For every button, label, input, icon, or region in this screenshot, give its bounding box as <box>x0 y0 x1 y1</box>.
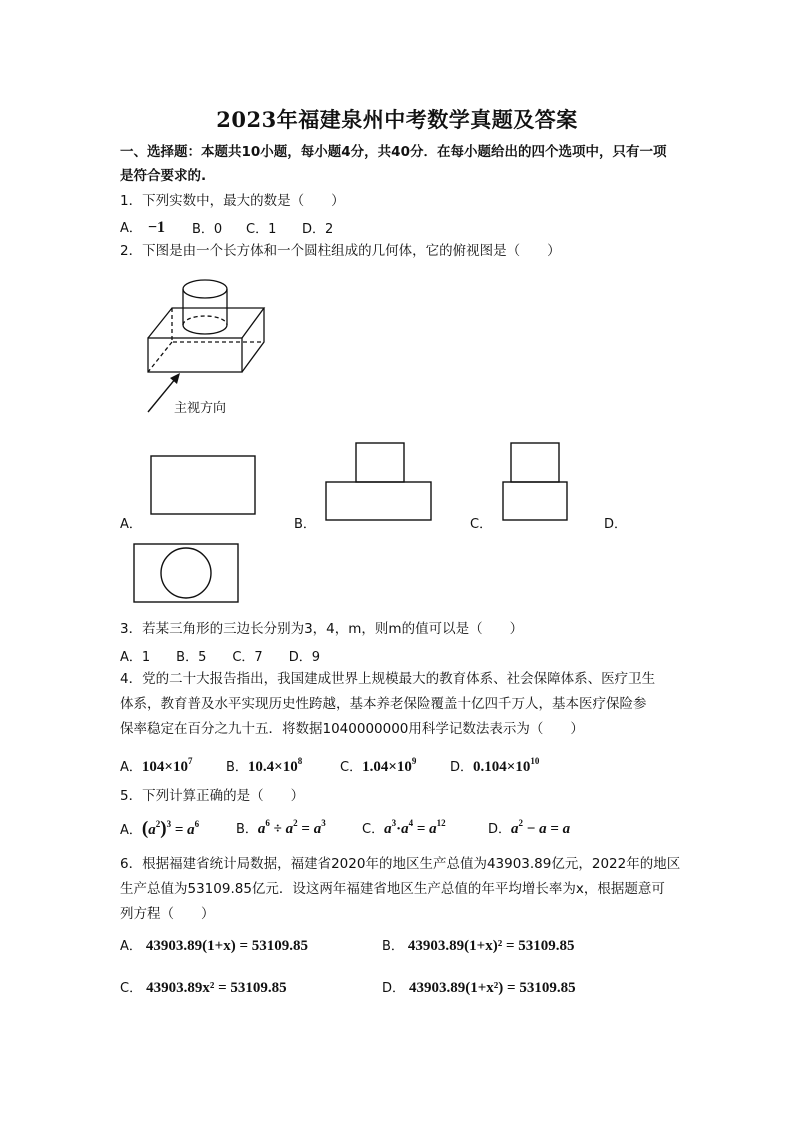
q4-option-b-base: 10.4×10 <box>247 759 298 775</box>
q5-option-a <box>120 818 199 840</box>
q2-option-d-figure <box>133 543 241 605</box>
q4-option-d <box>450 756 539 776</box>
q4-option-c <box>340 756 416 776</box>
q2-option-b-label: B． <box>294 517 316 532</box>
q1-option-a-label: A． <box>120 221 142 236</box>
q4-line-2: 体系，教育普及水平实现历史性跨越，基本养老保险覆盖十亿四千万人，基本医疗保险参 <box>120 696 647 712</box>
q5-option-d <box>488 818 570 838</box>
section-heading-line-2: 是符合要求的. <box>120 168 207 184</box>
q5-option-a-expr: $(a^2)^3 = a^6$ <box>141 818 200 839</box>
q4-option-b-expr <box>247 756 303 775</box>
q6-option-c-label: C． <box>120 981 143 996</box>
q5-option-b-expr: $a^6 \div a^2 = a^3$ <box>257 818 326 837</box>
q4-option-a-base: 104×10 <box>141 759 188 775</box>
q4-option-c-exp: 9 <box>411 756 417 766</box>
q4-line-1: 4．党的二十大报告指出，我国建成世界上规模最大的教育体系、社会保障体系、医疗卫生 <box>120 671 656 687</box>
q6-option-d <box>382 977 576 997</box>
q4-option-a-expr <box>141 756 193 775</box>
q5-option-c-expr: $a^3\cdot a^4 = a^{12}$ <box>384 818 446 837</box>
q2-option-c-label: C． <box>470 517 493 532</box>
q2-direction-label: 主视方向 <box>174 401 227 416</box>
q2-option-b-figure <box>325 442 433 524</box>
q4-option-b-label: B． <box>226 760 248 775</box>
q6-option-b-label: B． <box>382 939 404 954</box>
q6-option-d-label: D． <box>382 981 406 996</box>
q4-option-c-label: C． <box>340 760 363 775</box>
q3-options: A．1 B．5 C．7 D．9 <box>120 650 320 665</box>
q1-stem: 1．下列实数中，最大的数是（ ） <box>120 193 345 209</box>
q4-option-c-base: 1.04×10 <box>362 759 412 775</box>
q6-line-2: 生产总值为53109.85亿元．设这两年福建省地区生产总值的年平均增长率为x，根据题意可 <box>120 881 665 897</box>
q1-option-d: D．2 <box>302 222 334 237</box>
q2-option-a-label: A． <box>120 517 142 532</box>
q5-option-b <box>236 818 326 838</box>
q4-option-c-expr <box>362 756 417 775</box>
q2-option-a-figure <box>150 455 258 517</box>
q6-line-1: 6．根据福建省统计局数据，福建省2020年的地区生产总值为43903.89亿元，2022年的地区 <box>120 856 681 872</box>
q5-option-d-expr: $a^2 - a = a$ <box>511 818 571 837</box>
q5-stem: 5．下列计算正确的是（ ） <box>120 788 305 804</box>
page-title: 2023年福建泉州中考数学真题及答案 <box>216 107 578 132</box>
q1-option-c: C．1 <box>246 222 277 237</box>
q1-option-a <box>120 217 165 237</box>
q4-option-a-exp: 7 <box>187 756 193 766</box>
q6-line-3: 列方程（ ） <box>120 906 215 922</box>
q2-option-d-label: D． <box>604 517 628 532</box>
q6-option-a-equation: 43903.89(1+x) = 53109.85 <box>145 938 308 954</box>
q4-option-b <box>226 756 302 776</box>
q5-option-d-label: D． <box>488 822 512 837</box>
q6-option-a-label: A． <box>120 939 142 954</box>
q4-option-d-expr <box>473 756 540 775</box>
q2-stem: 2．下图是由一个长方体和一个圆柱组成的几何体，它的俯视图是（ ） <box>120 243 561 259</box>
q4-line-3: 保率稳定在百分之九十五．将数据1040000000用科学记数法表示为（ ） <box>120 721 584 737</box>
q4-option-a-label: A． <box>120 760 142 775</box>
q6-option-c <box>120 977 287 997</box>
q5-option-a-label: A． <box>120 823 142 838</box>
q6-option-b <box>382 935 575 955</box>
q4-option-b-exp: 8 <box>297 756 303 766</box>
q5-option-c <box>362 818 446 838</box>
q1-option-b: B．0 <box>192 222 223 237</box>
q4-option-d-label: D． <box>450 760 474 775</box>
q6-option-a <box>120 935 308 955</box>
q3-stem: 3．若某三角形的三边长分别为3，4，m，则m的值可以是（ ） <box>120 621 524 637</box>
q6-option-b-equation: 43903.89(1+x)² = 53109.85 <box>407 938 575 954</box>
q4-option-d-exp: 10 <box>530 756 540 766</box>
q5-option-b-label: B． <box>236 822 258 837</box>
q1-option-a-value: −1 <box>147 219 166 236</box>
q4-option-d-base: 0.104×10 <box>473 759 531 775</box>
section-heading-line-1: 一、选择题：本题共10小题，每小题4分，共40分．在每小题给出的四个选项中，只有一项 <box>120 144 667 160</box>
q6-option-c-equation: 43903.89x² = 53109.85 <box>146 980 287 996</box>
q5-option-c-label: C． <box>362 822 385 837</box>
q2-option-c-figure <box>502 442 570 524</box>
q6-option-d-equation: 43903.89(1+x²) = 53109.85 <box>409 980 576 996</box>
q4-option-a <box>120 756 192 776</box>
